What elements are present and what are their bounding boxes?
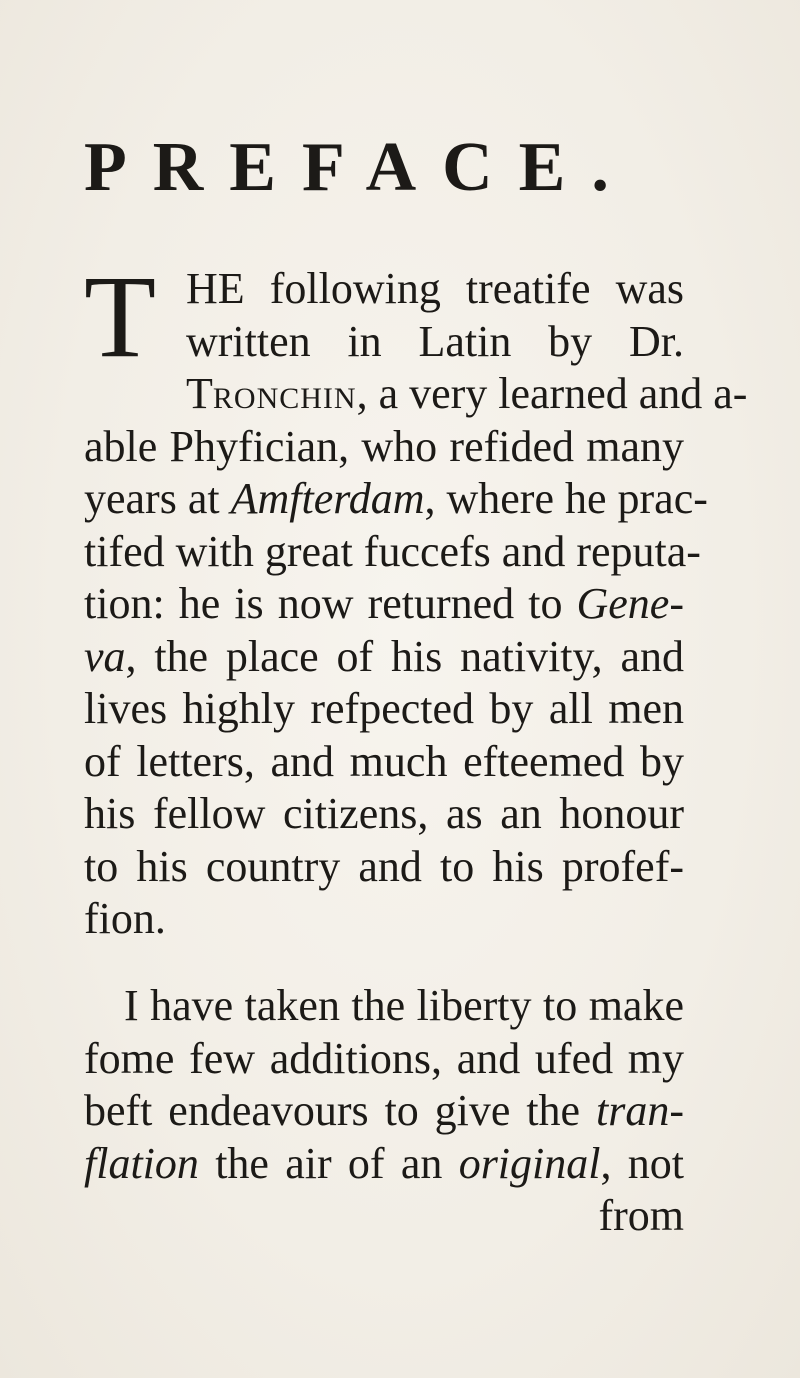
text-line: written in Latin by Dr. [186,316,684,366]
text-span: , where he prac- [424,474,708,523]
paragraph-1 [84,251,748,946]
italic-word-translation-end: flation [84,1138,199,1188]
text-line [84,1085,684,1138]
italic-word-translation: tran- [596,1086,684,1135]
text-line: his fellow citizens, as an honour [84,789,684,838]
text-line: fion. [84,894,166,943]
text-span: , not [600,1138,684,1188]
italic-word-original: original [458,1138,601,1188]
text-line [84,1138,684,1191]
text-line [84,473,708,526]
text-span: beft endeavours to give the [84,1086,581,1135]
text-line: I have taken the liberty to make [124,981,684,1030]
text-line [84,578,684,631]
text-line: fome few additions, and ufed my [84,1033,684,1083]
place-name-geneva-end: va [84,631,126,681]
author-name-initial: T [186,369,213,418]
text-span: tion: he is now returned to [84,579,577,628]
text-line: HE following treatife was [186,264,684,313]
paragraph-2 [84,980,684,1243]
text-line [84,368,748,421]
text-span: , the place of his nativity, and [125,631,684,681]
text-line [84,631,684,684]
text-line: lives highly refpected by all men [84,684,684,733]
place-name-geneva: Gene- [576,579,684,628]
text-line: able Phyfician, who refided many [84,421,684,471]
text-line: of letters, and much efteemed by [84,736,684,786]
catchword: from [598,1191,684,1240]
text-span: years at [84,474,231,523]
page-title: PREFACE. [84,129,635,206]
author-name-smallcaps: RONCHIN [212,382,357,415]
text-span: , a very learned and a- [356,369,748,418]
text-line: tifed with great fuccefs and reputa- [84,526,701,576]
text-line: to his country and to his profef- [84,841,684,891]
place-name-amsterdam: Amfterdam [230,474,425,523]
drop-cap: T [84,251,157,382]
text-span: the air of an [198,1138,459,1188]
